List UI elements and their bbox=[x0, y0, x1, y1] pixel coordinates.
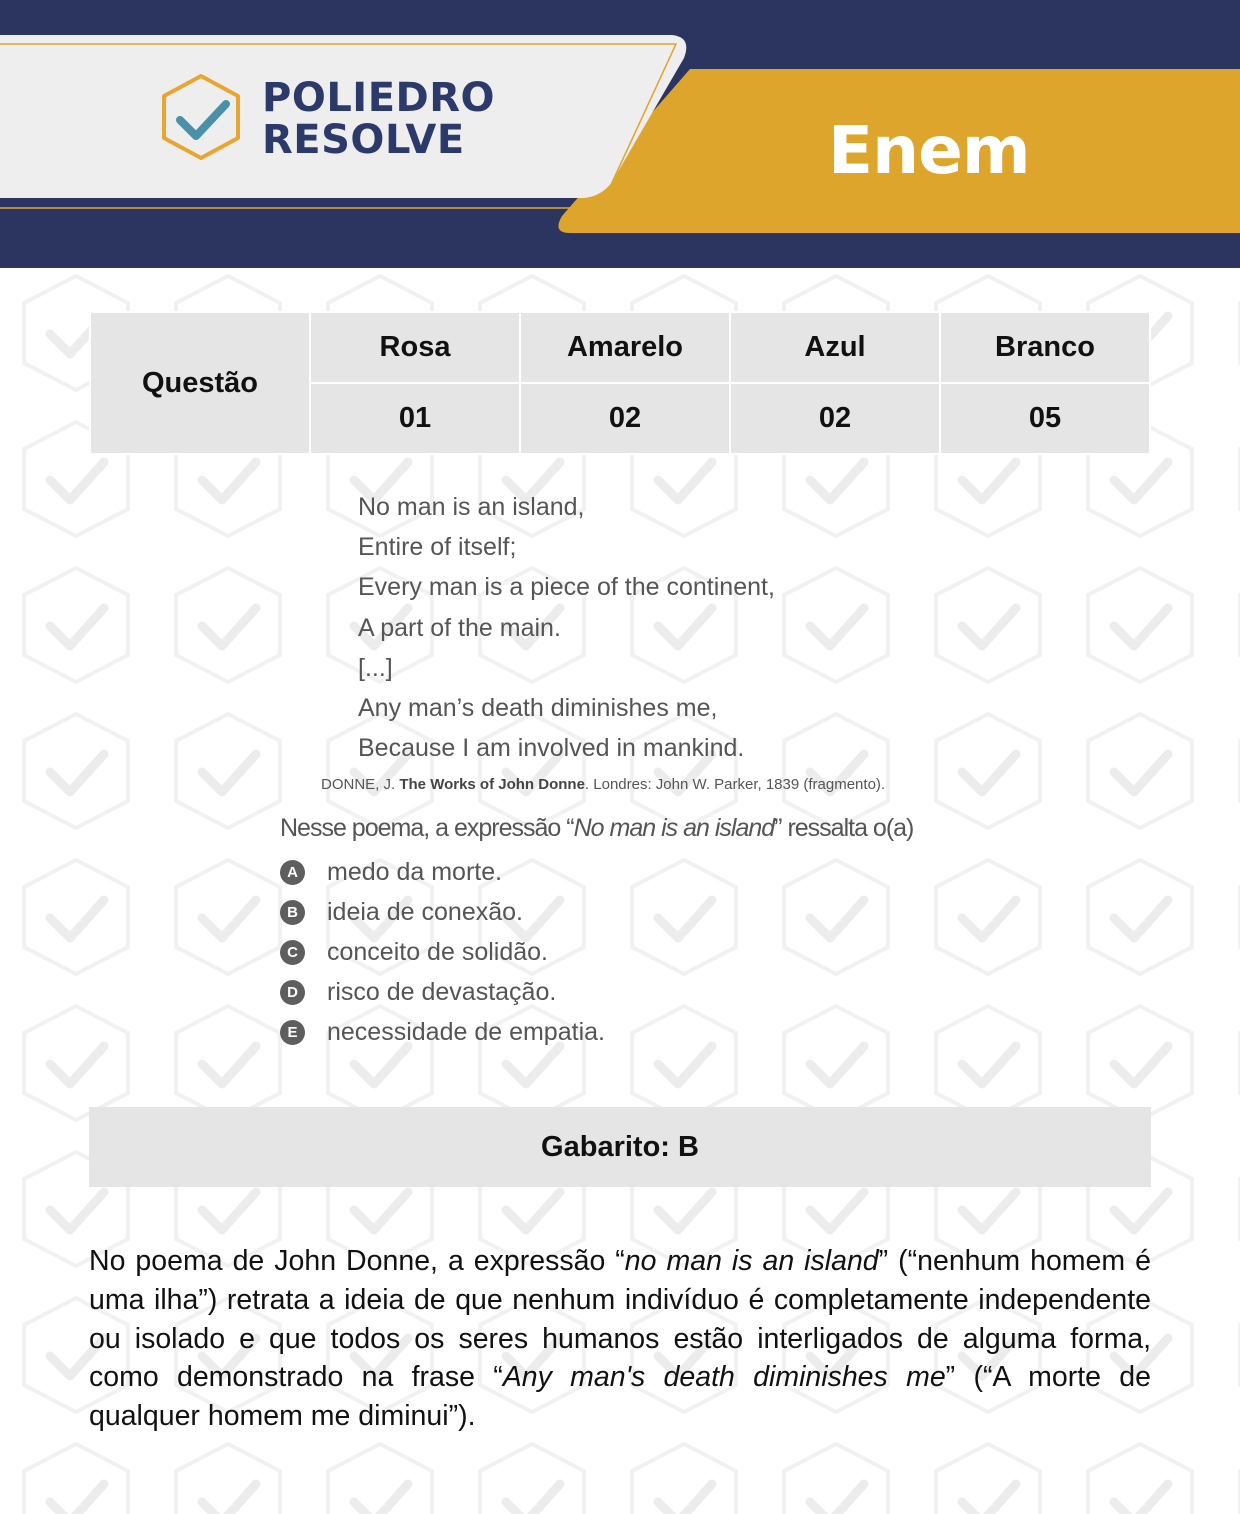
poem-line: Because I am involved in mankind. bbox=[358, 734, 745, 763]
explanation-part: No poema de John Donne, a expressão “ bbox=[89, 1245, 625, 1277]
explanation-italic: Any man's death diminishes me bbox=[502, 1361, 946, 1394]
option-b bbox=[280, 892, 605, 932]
source-details: . Londres: John W. Parker, 1839 (fragmento). bbox=[584, 776, 886, 793]
source-title: The Works of John Donne bbox=[399, 776, 585, 793]
poem-line: No man is an island, bbox=[358, 493, 585, 521]
poem-line: [...] bbox=[358, 653, 393, 682]
poem-source bbox=[321, 776, 885, 793]
poem-line: Any man’s death diminishes me, bbox=[358, 694, 718, 723]
number-branco: 05 bbox=[940, 383, 1150, 454]
option-text: medo da morte. bbox=[327, 857, 503, 886]
brand-name-line1: POLIEDRO bbox=[262, 75, 496, 121]
option-text: risco de devastação. bbox=[327, 977, 557, 1006]
option-e bbox=[280, 1012, 605, 1052]
exam-title: Enem bbox=[828, 112, 1030, 189]
explanation-part: ” (“A morte de qualquer homem me diminui”). bbox=[89, 1361, 1151, 1433]
row-header-questao: Questão bbox=[90, 312, 310, 454]
number-azul: 02 bbox=[730, 383, 940, 454]
stem-before: Nesse poema, a expressão “ bbox=[280, 814, 574, 842]
column-rosa: Rosa bbox=[310, 312, 520, 383]
answer-key-box bbox=[89, 1107, 1151, 1187]
explanation-italic: no man is an island bbox=[624, 1245, 879, 1277]
answer-options bbox=[280, 852, 605, 1052]
option-a bbox=[280, 852, 605, 892]
option-d bbox=[280, 972, 605, 1012]
option-c bbox=[280, 932, 605, 972]
poem-line: A part of the main. bbox=[358, 613, 561, 642]
option-letter-badge: A bbox=[280, 860, 305, 885]
option-letter-badge: C bbox=[280, 940, 305, 965]
stem-after: ” ressalta o(a) bbox=[774, 814, 914, 842]
column-azul: Azul bbox=[730, 312, 940, 383]
explanation-paragraph bbox=[89, 1242, 1151, 1436]
number-rosa: 01 bbox=[310, 383, 520, 454]
option-letter-badge: B bbox=[280, 900, 305, 925]
poem-line: Every man is a piece of the continent, bbox=[358, 573, 775, 602]
answer-key: Gabarito: B bbox=[541, 1130, 699, 1163]
option-text: necessidade de empatia. bbox=[327, 1017, 605, 1046]
column-branco: Branco bbox=[940, 312, 1150, 383]
poem bbox=[358, 487, 775, 768]
option-letter-badge: E bbox=[280, 1020, 305, 1045]
option-text: conceito de solidão. bbox=[327, 937, 548, 966]
poem-line: Entire of itself; bbox=[358, 533, 517, 562]
source-author: DONNE, J. bbox=[321, 776, 396, 793]
option-text: ideia de conexão. bbox=[327, 897, 523, 926]
question-table bbox=[89, 311, 1151, 455]
column-amarelo: Amarelo bbox=[520, 312, 730, 383]
explanation-part: ” (“nenhum homem é uma ilha”) retrata a ideia de que nenhum indivíduo é completamente independente ou isolado e que todos os seres humanos estão interligados de alguma forma, como demonstrado na frase “ bbox=[89, 1245, 1151, 1394]
number-amarelo: 02 bbox=[520, 383, 730, 454]
stem-italic: No man is an island bbox=[573, 814, 775, 842]
brand-name-line2: RESOLVE bbox=[262, 117, 465, 163]
option-letter-badge: D bbox=[280, 980, 305, 1005]
question-stem bbox=[280, 814, 913, 843]
